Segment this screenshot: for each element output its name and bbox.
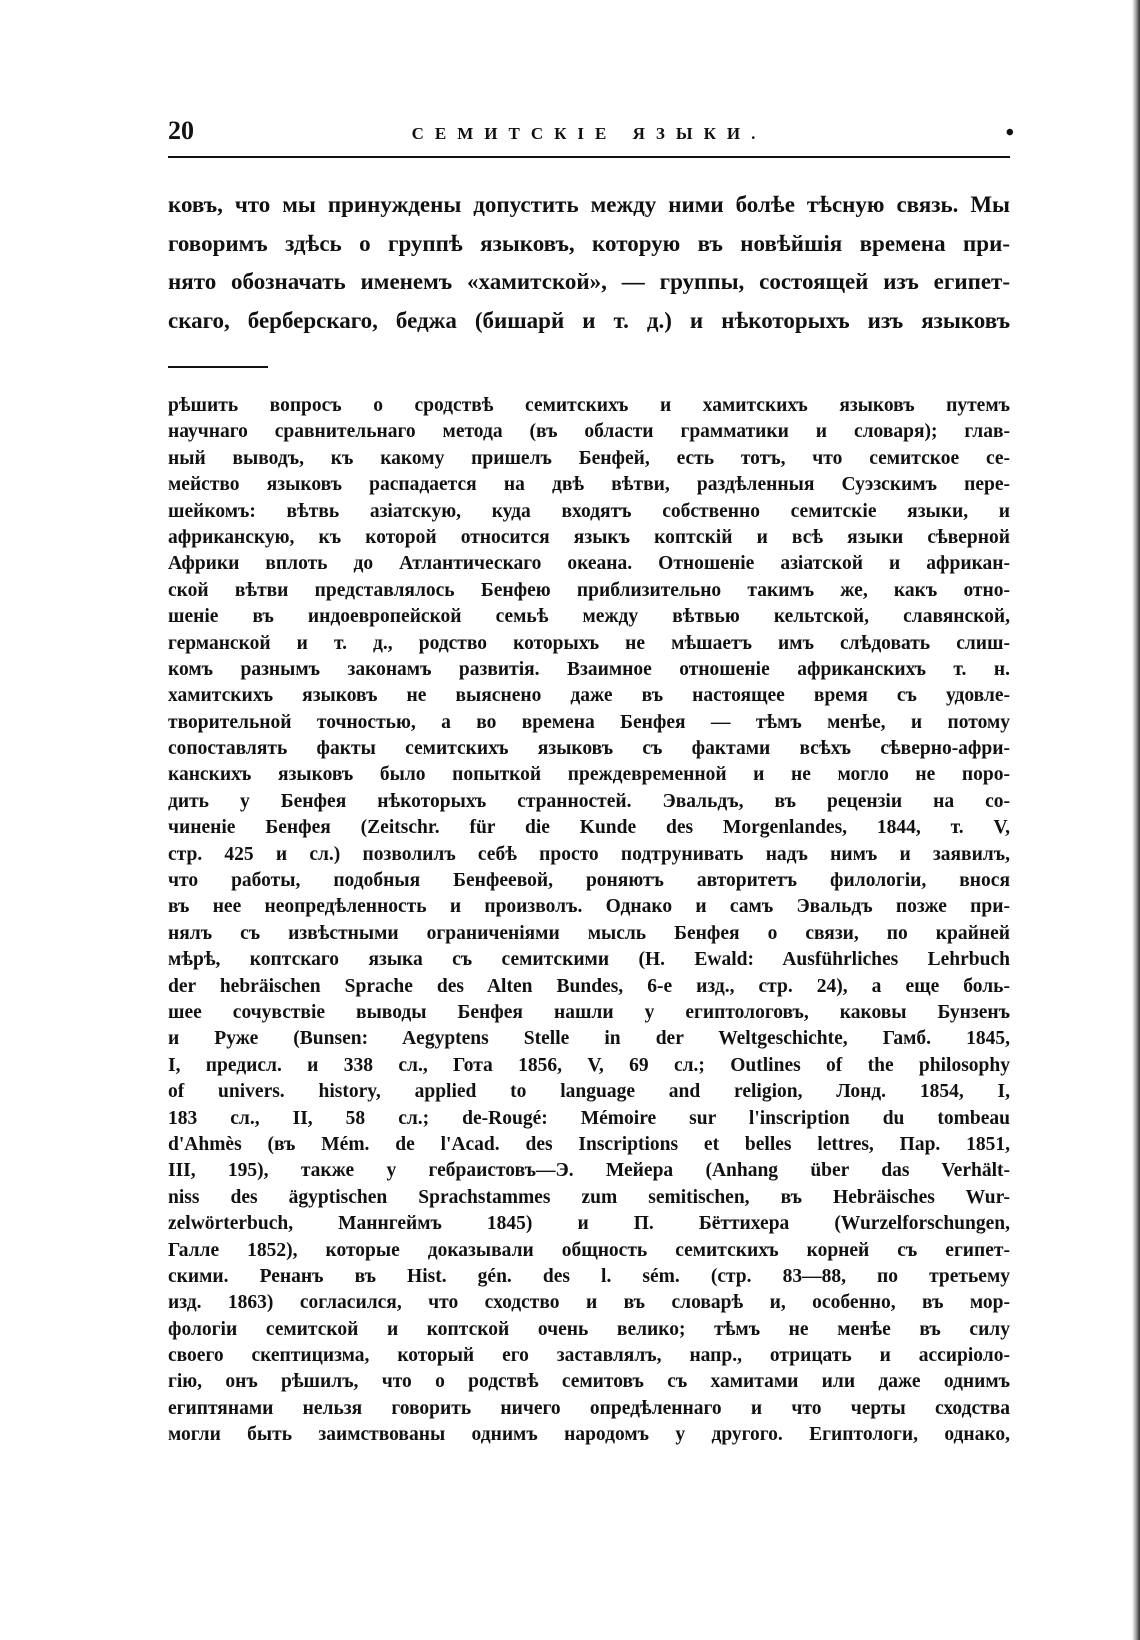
footnote-line: шеніе въ индоевропейской семьѣ между вѣтвью кельтской, славянской, bbox=[168, 606, 1010, 628]
page-header bbox=[168, 112, 1014, 152]
footnote-line: германской и т. д., родство которыхъ не мѣшаетъ имъ слѣдовать слиш- bbox=[168, 632, 1010, 654]
footnote-line: шейкомъ: вѣтвь азіатскую, куда входятъ собственно семитскіе языки, и bbox=[168, 500, 1010, 522]
footnote-line: III, 195), также у гебраистовъ—Э. Мейера (Anhang über das Verhält- bbox=[168, 1160, 1010, 1182]
footnote-line: научнаго сравнительнаго метода (въ области грамматики и словаря); глав- bbox=[168, 421, 1010, 443]
footnote-line: хамитскихъ языковъ не выяснено даже въ настоящее время съ удовле- bbox=[168, 685, 1010, 707]
footnote-line: африканскую, къ которой относится языкъ коптскій и всѣ языки сѣверной bbox=[168, 526, 1010, 548]
running-title: СЕМИТСКІЕ ЯЗЫКИ. bbox=[411, 124, 767, 143]
footnote-line: въ нее неопредѣленность и произволъ. Однако и самъ Эвальдъ позже при- bbox=[168, 896, 1010, 918]
main-text-line: скаго, берберскаго, беджа (бишарй и т. д.) и нѣкоторыхъ изъ языковъ bbox=[168, 307, 1010, 333]
footnote-line: комъ разнымъ законамъ развитія. Взаимное отношеніе африканскихъ т. н. bbox=[168, 658, 1010, 680]
page-number: 20 bbox=[168, 116, 194, 145]
footnote-line: Африки вплоть до Атлантическаго океана. Отношеніе азіатской и африкан- bbox=[168, 553, 1010, 575]
footnote-line: ской вѣтви представлялось Бенфею приблизительно такимъ же, какъ отно- bbox=[168, 579, 1010, 601]
footnote-line: d'Ahmès (въ Mém. de l'Acad. des Inscriptions et belles lettres, Пар. 1851, bbox=[168, 1133, 1010, 1155]
footnote-line: канскихъ языковъ было попыткой преждевременной и не могло не поро- bbox=[168, 764, 1010, 786]
footnote-line: I, предисл. и 338 сл., Гота 1856, V, 69 сл.; Outlines of the philosophy bbox=[168, 1054, 1010, 1076]
footnote-line: скими. Ренанъ въ Hist. gén. des l. sém. (стр. 83—88, по третьему bbox=[168, 1265, 1010, 1287]
footnote-line: Галле 1852), которые доказывали общность семитскихъ корней съ египет- bbox=[168, 1239, 1010, 1261]
footnote-line: рѣшить вопросъ о сродствѣ семитскихъ и хамитскихъ языковъ путемъ bbox=[168, 395, 1010, 416]
footnote-line: шее сочувствіе выводы Бенфея нашли у египтологовъ, каковы Бунзенъ bbox=[168, 1001, 1010, 1023]
footnote-line: дить у Бенфея нѣкоторыхъ странностей. Эвальдъ, въ рецензіи на со- bbox=[168, 790, 1010, 812]
footnote-line: могли быть заимствованы однимъ народомъ у другого. Египтологи, однако, bbox=[168, 1424, 1010, 1446]
main-text bbox=[168, 186, 1010, 340]
footnote-line: гію, онъ рѣшилъ, что о родствѣ семитовъ съ хамитами или даже однимъ bbox=[168, 1371, 1010, 1393]
footnote-line: нялъ съ извѣстными ограниченіями мысль Бенфея о связи, по крайней bbox=[168, 922, 1010, 944]
footnote-line: сопоставлять факты семитскихъ языковъ съ фактами всѣхъ сѣверно-афри- bbox=[168, 738, 1010, 760]
main-text-line: говоримъ здѣсь о группѣ языковъ, которую въ новѣйшія времена при- bbox=[168, 230, 1010, 256]
footnote-line: of univers. history, applied to language and religion, Лонд. 1854, I, bbox=[168, 1081, 1010, 1103]
footnote-line: zelwörterbuch, Маннгеймъ 1845) и П. Бёттихера (Wurzelforschungen, bbox=[168, 1213, 1010, 1235]
footnote-line: der hebräischen Sprache des Alten Bundes, 6-е изд., стр. 24), а еще боль- bbox=[168, 975, 1010, 997]
footnote-line: стр. 425 и сл.) позволилъ себѣ просто подтрунивать надъ нимъ и заявилъ, bbox=[168, 843, 1010, 865]
footnote-text bbox=[168, 393, 1010, 1449]
footnote-line: творительной точностью, а во времена Бенфея — тѣмъ менѣе, и потому bbox=[168, 711, 1010, 733]
footnote-line: египтянами нельзя говорить ничего опредѣленнаго и что черты сходства bbox=[168, 1397, 1010, 1419]
main-text-line: ковъ, что мы принуждены допустить между ними болѣе тѣсную связь. Мы bbox=[168, 192, 1010, 217]
footnote-line: изд. 1863) согласился, что сходство и въ словарѣ и, особенно, въ мор- bbox=[168, 1292, 1010, 1314]
footnote-line: чиненіе Бенфея (Zeitschr. für die Kunde des Morgenlandes, 1844, т. V, bbox=[168, 817, 1010, 839]
footnote-line: и Руже (Bunsen: Aegyptens Stelle in der Weltgeschichte, Гамб. 1845, bbox=[168, 1028, 1010, 1050]
footnote-line: фологіи семитской и коптской очень велико; тѣмъ не менѣе въ силу bbox=[168, 1318, 1010, 1340]
footnote-line: 183 сл., II, 58 сл.; de-Rougé: Mémoire sur l'inscription du tombeau bbox=[168, 1107, 1010, 1129]
header-dot: • bbox=[1005, 120, 1014, 146]
footnote-line: ный выводъ, къ какому пришелъ Бенфей, есть тотъ, что семитское се- bbox=[168, 447, 1010, 469]
page-edge-shadow bbox=[1132, 0, 1140, 1640]
header-rule bbox=[168, 156, 1010, 158]
footnote-line: niss des ägyptischen Sprachstammes zum semitischen, въ Hebräisches Wur- bbox=[168, 1186, 1010, 1208]
footnote-line: своего скептицизма, который его заставлялъ, напр., отрицать и ассиріоло- bbox=[168, 1345, 1010, 1367]
footnote-line: мѣрѣ, коптскаго языка съ семитскими (H. Ewald: Ausführliches Lehrbuch bbox=[168, 949, 1010, 971]
footnote-line: что работы, подобныя Бенфеевой, роняютъ авторитетъ филологіи, внося bbox=[168, 870, 1010, 892]
footnote-rule bbox=[168, 366, 268, 368]
main-text-line: нято обозначать именемъ «хамитской», — группы, состоящей изъ египет- bbox=[168, 269, 1010, 294]
footnote-line: мейство языковъ распадается на двѣ вѣтви, раздѣленныя Суэзскимъ пере- bbox=[168, 474, 1010, 496]
